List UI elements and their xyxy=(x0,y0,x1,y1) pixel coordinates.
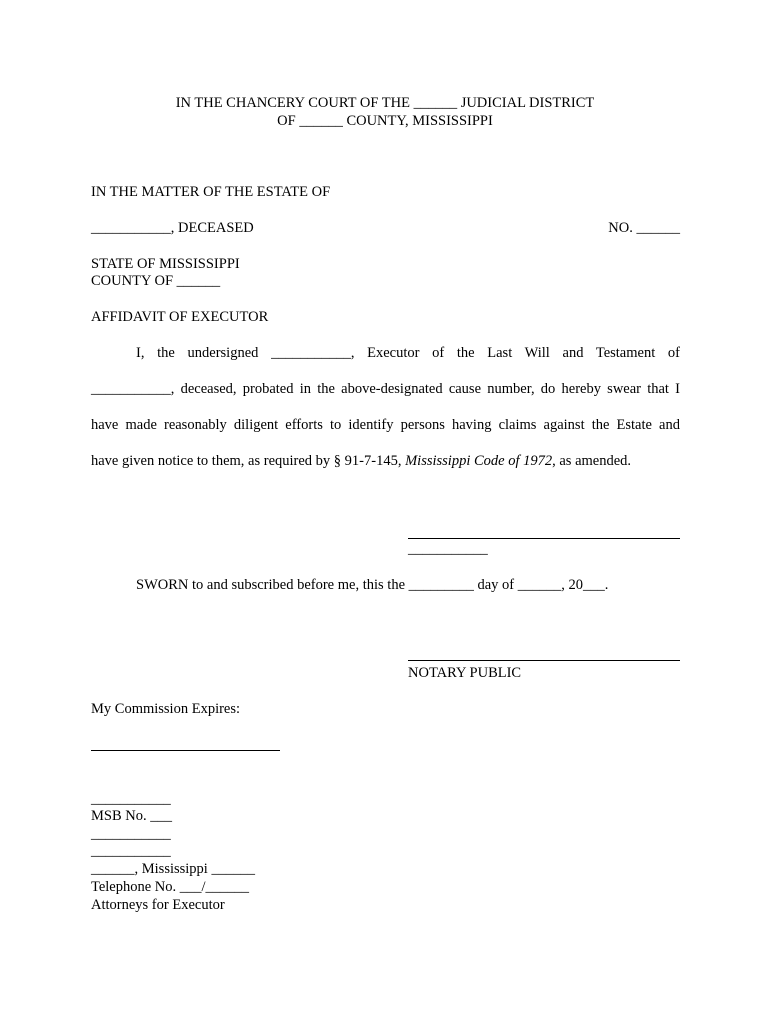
attorney-phone: Telephone No. ___/______ xyxy=(91,879,250,895)
attorney-role: Attorneys for Executor xyxy=(91,897,225,913)
deceased-line: ___________, DECEASED xyxy=(91,220,254,236)
body-line-1: I, the undersigned ___________, Executor of the Last Will and Testament of xyxy=(136,345,680,361)
msb-number: MSB No. ___ xyxy=(91,808,172,824)
venue-county: COUNTY OF ______ xyxy=(91,273,221,289)
attorney-name-blank: ___________ xyxy=(91,791,171,807)
court-heading-line2: OF ______ COUNTY, MISSISSIPPI xyxy=(277,113,493,129)
document-title: AFFIDAVIT OF EXECUTOR xyxy=(91,309,269,325)
body-line-2: ___________, deceased, probated in the above-designated cause number, do hereby swear that I xyxy=(91,381,680,397)
commission-expires-label: My Commission Expires: xyxy=(91,701,241,717)
case-number: NO. ______ xyxy=(608,220,680,236)
body-line-3: have made reasonably diligent efforts to identify persons having claims against the Estate and xyxy=(91,417,680,433)
executor-name-blank: ___________ xyxy=(408,541,488,557)
venue-state: STATE OF MISSISSIPPI xyxy=(91,256,240,272)
sworn-statement: SWORN to and subscribed before me, this the _________ day of ______, 20___. xyxy=(136,577,609,593)
statute-citation: Mississippi Code of 1972 xyxy=(405,453,553,469)
body-line-4 xyxy=(91,452,631,470)
commission-date-line xyxy=(91,750,280,751)
attorney-address-2: ___________ xyxy=(91,843,171,859)
estate-of-label: IN THE MATTER OF THE ESTATE OF xyxy=(91,184,331,200)
attorney-city: ______, Mississippi ______ xyxy=(91,861,255,877)
court-heading-line1: IN THE CHANCERY COURT OF THE ______ JUDICIAL DISTRICT xyxy=(175,95,595,111)
notary-label: NOTARY PUBLIC xyxy=(408,665,522,681)
executor-signature-line xyxy=(408,538,680,539)
notary-signature-line xyxy=(408,660,680,661)
attorney-address-1: ___________ xyxy=(91,826,171,842)
body-line-4-text: have given notice to them, as required by § 91-7-145, xyxy=(91,453,406,469)
body-line-4-end: , as amended. xyxy=(552,453,632,469)
